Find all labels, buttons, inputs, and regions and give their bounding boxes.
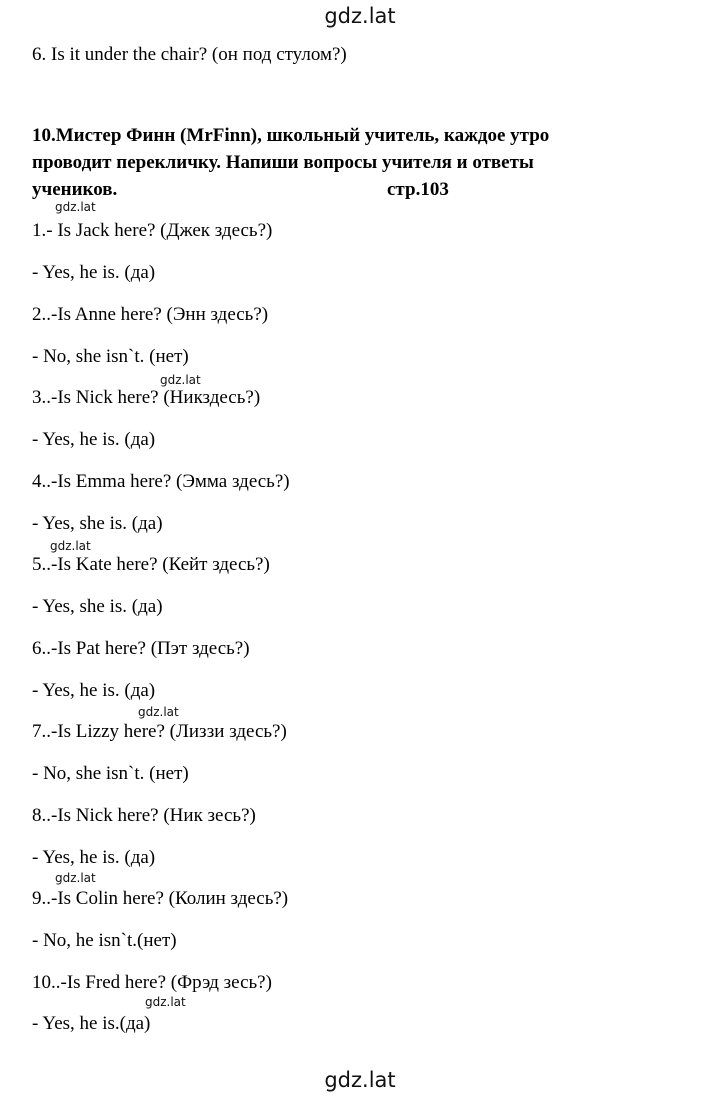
question-1: 1.- Is Jack here? (Джек здесь?) (32, 220, 273, 241)
watermark-small: gdz.lat (138, 705, 179, 719)
watermark-small: gdz.lat (50, 539, 91, 553)
exercise-heading (32, 122, 652, 203)
question-9: 9..-Is Colin here? (Колин здесь?) (32, 888, 289, 909)
exercise-title-line-2: проводит перекличку. Напиши вопросы учителя и ответы (32, 152, 534, 173)
watermark-small: gdz.lat (55, 200, 96, 214)
question-5: 5..-Is Kate here? (Кейт здесь?) (32, 554, 270, 575)
watermark-small: gdz.lat (160, 373, 201, 387)
previous-item: 6. Is it under the chair? (он под стулом?) (32, 44, 347, 65)
question-3: 3..-Is Nick here? (Никздесь?) (32, 387, 261, 408)
exercise-title-line-3 (32, 176, 652, 203)
answer-1: - Yes, he is. (да) (32, 262, 156, 283)
question-7: 7..-Is Lizzy here? (Лиззи здесь?) (32, 721, 287, 742)
answer-7: - No, she isn`t. (нет) (32, 763, 189, 784)
question-10: 10..-Is Fred here? (Фрэд зесь?) (32, 972, 272, 993)
answer-5: - Yes, she is. (да) (32, 596, 163, 617)
answer-6: - Yes, he is. (да) (32, 680, 156, 701)
question-4: 4..-Is Emma here? (Эмма здесь?) (32, 471, 290, 492)
answer-8: - Yes, he is. (да) (32, 847, 156, 868)
watermark-small: gdz.lat (145, 995, 186, 1009)
page-reference: стр.103 (387, 179, 449, 200)
question-8: 8..-Is Nick here? (Ник зесь?) (32, 805, 256, 826)
answer-10: - Yes, he is.(да) (32, 1013, 151, 1034)
watermark-bottom: gdz.lat (324, 1068, 396, 1092)
exercise-title-line-3-text: учеников. (32, 179, 118, 200)
watermark-top: gdz.lat (324, 4, 396, 28)
answer-9: - No, he isn`t.(нет) (32, 930, 177, 951)
question-6: 6..-Is Pat here? (Пэт здесь?) (32, 638, 250, 659)
question-2: 2..-Is Anne here? (Энн здесь?) (32, 304, 269, 325)
answer-3: - Yes, he is. (да) (32, 429, 156, 450)
answer-4: - Yes, she is. (да) (32, 513, 163, 534)
answer-2: - No, she isn`t. (нет) (32, 346, 189, 367)
watermark-small: gdz.lat (55, 871, 96, 885)
exercise-title-line-1: 10.Мистер Финн (MrFinn), школьный учитель, каждое утро (32, 125, 550, 146)
